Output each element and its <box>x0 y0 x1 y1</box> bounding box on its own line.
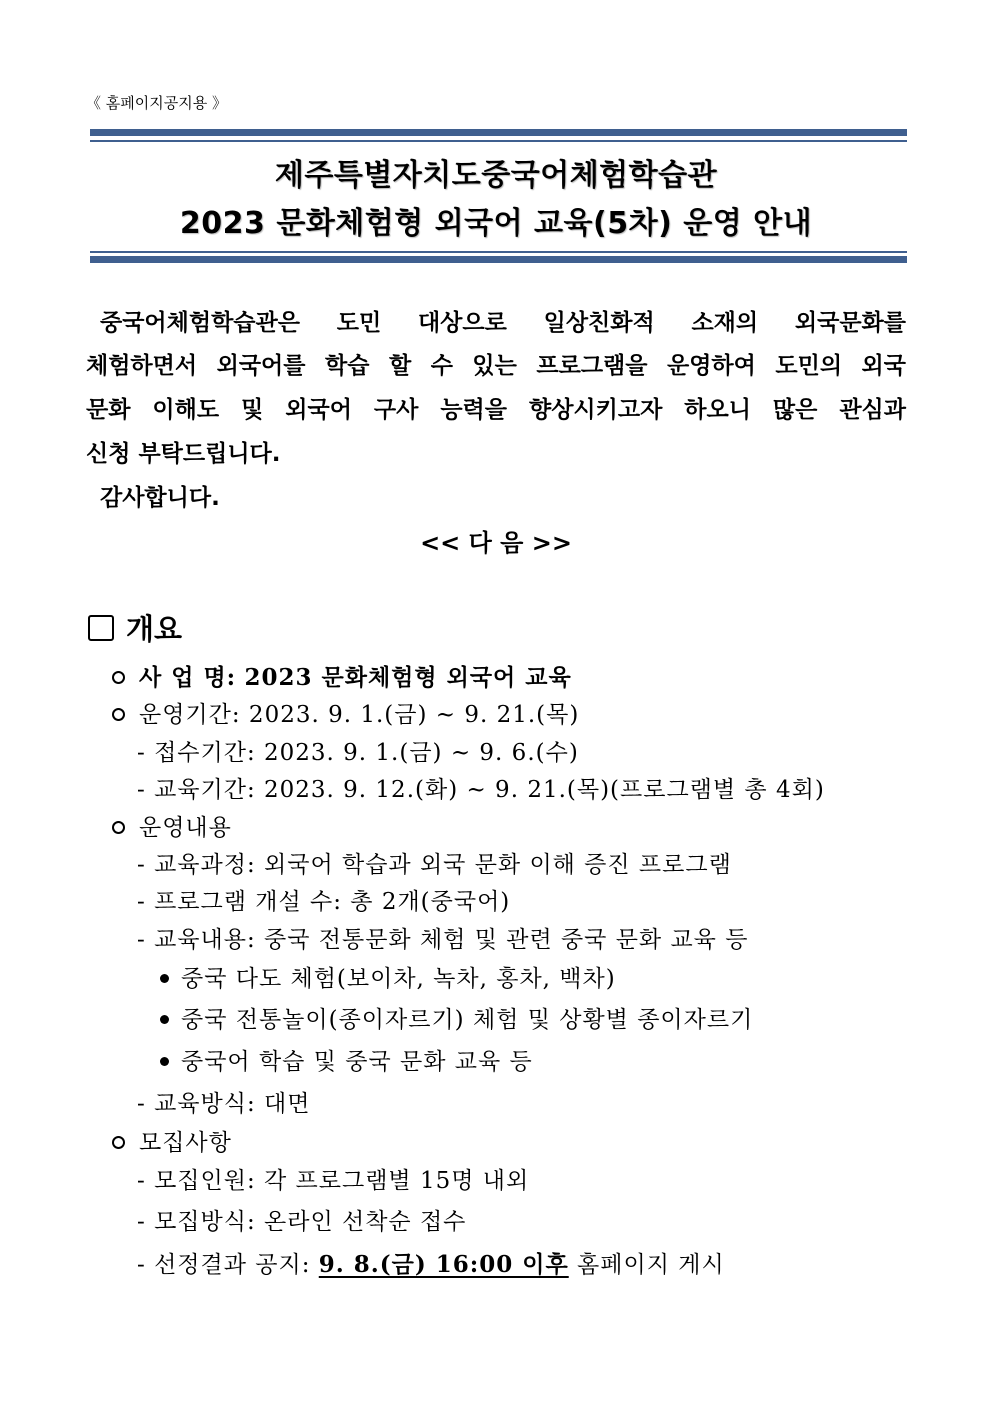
bottom-rule-thick <box>90 256 907 263</box>
bullet-item-1 <box>160 960 616 993</box>
dot-bullet-icon <box>160 974 169 983</box>
intro-line-1: 중국어체험학습관은 도민 대상으로 일상친화적 소재의 외국문화를 <box>100 310 906 336</box>
course-row: - 교육과정: 외국어 학습과 외국 문화 이해 증진 프로그램 <box>137 852 732 878</box>
recruit-heading-row <box>112 1124 232 1157</box>
checkbox-icon <box>88 615 114 641</box>
top-rule-thin <box>90 140 907 142</box>
circle-bullet-icon <box>112 671 125 684</box>
project-label: 사 업 명: <box>139 664 237 691</box>
bullet-text: 중국 전통놀이(종이자르기) 체험 및 상황별 종이자르기 <box>181 1007 754 1033</box>
intro-line-2: 체험하면서 외국어를 학습 할 수 있는 프로그램을 운영하여 도민의 외국 <box>86 353 906 379</box>
reception-row: - 접수기간: 2023. 9. 1.(금) ~ 9. 6.(수) <box>137 740 579 766</box>
notice-tag: 《 홈페이지공지용 》 <box>86 94 227 112</box>
top-rule-thick <box>90 129 907 136</box>
section-title: 개요 <box>126 612 183 646</box>
bullet-item-2 <box>160 1001 753 1034</box>
edu-method-row: - 교육방식: 대면 <box>137 1091 311 1117</box>
recruit-count-row: - 모집인원: 각 프로그램별 15명 내외 <box>137 1168 530 1194</box>
project-value: 2023 문화체험형 외국어 교육 <box>244 664 572 691</box>
bottom-rule-thin <box>90 251 907 253</box>
recruit-heading: 모집사항 <box>139 1130 232 1156</box>
dot-bullet-icon <box>160 1057 169 1066</box>
result-suffix: 홈페이지 게시 <box>577 1252 725 1278</box>
result-prefix: - 선정결과 공지: <box>137 1252 311 1278</box>
period-row <box>112 696 579 729</box>
edu-period-row: - 교육기간: 2023. 9. 12.(화) ~ 9. 21.(목)(프로그램별 총 4회) <box>137 777 825 803</box>
circle-bullet-icon <box>112 1136 125 1149</box>
thanks-text: 감사합니다. <box>100 485 220 511</box>
title-line-2: 2023 문화체험형 외국어 교육(5차) 운영 안내 <box>179 206 813 241</box>
circle-bullet-icon <box>112 821 125 834</box>
result-row <box>137 1246 725 1279</box>
recruit-method-row: - 모집방식: 온라인 선착순 접수 <box>137 1209 467 1235</box>
edu-contents-row: - 교육내용: 중국 전통문화 체험 및 관련 중국 문화 교육 등 <box>137 927 749 953</box>
section-heading <box>88 607 182 648</box>
dot-bullet-icon <box>160 1015 169 1024</box>
next-heading: << 다 음 >> <box>420 529 572 557</box>
intro-line-4: 신청 부탁드립니다. <box>86 441 281 467</box>
bullet-item-3 <box>160 1043 533 1076</box>
bullet-text: 중국어 학습 및 중국 문화 교육 등 <box>181 1049 533 1075</box>
circle-bullet-icon <box>112 708 125 721</box>
result-date: 9. 8.(금) 16:00 이후 <box>318 1251 569 1278</box>
program-count-row: - 프로그램 개설 수: 총 2개(중국어) <box>137 889 511 915</box>
project-row <box>112 659 572 692</box>
title-line-1: 제주특별자치도중국어체험학습관 <box>274 158 718 193</box>
contents-heading-row <box>112 809 232 842</box>
intro-line-3: 문화 이해도 및 외국어 구사 능력을 향상시키고자 하오니 많은 관심과 <box>86 397 906 423</box>
contents-heading: 운영내용 <box>139 815 232 841</box>
period-text: 운영기간: 2023. 9. 1.(금) ~ 9. 21.(목) <box>139 702 580 728</box>
bullet-text: 중국 다도 체험(보이차, 녹차, 홍차, 백차) <box>181 966 616 992</box>
